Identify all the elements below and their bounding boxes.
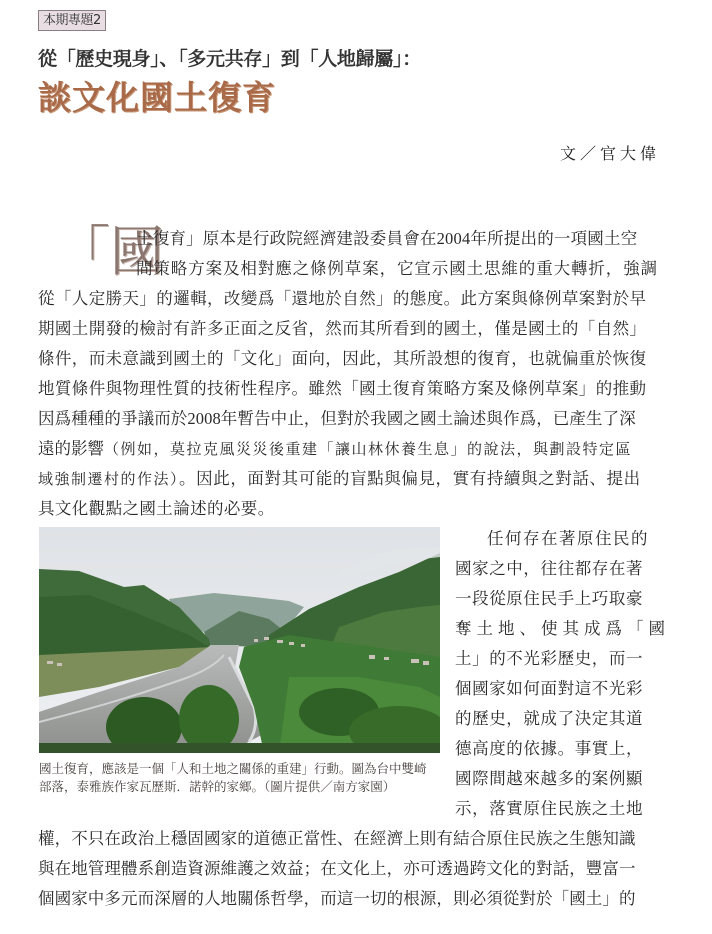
side-line: 的歷史，就成了決定其道: [455, 709, 644, 728]
mountain-valley-image: [39, 527, 440, 753]
side-line: 國家之中，往往都存在著: [455, 559, 644, 578]
side-line: 德高度的依據。事實上，: [455, 739, 644, 758]
article-title: 談文化國土復育: [38, 78, 276, 117]
body-line: 從「人定勝天」的邏輯，改變爲「還地於自然」的態度。此方案與條例草案對於早: [38, 289, 647, 308]
photo-caption: [39, 760, 449, 796]
body-text-span: 遠的影響: [38, 439, 104, 458]
side-line: 個國家如何面對這不光彩: [455, 679, 644, 698]
side-line: 一段從原住民手上巧取豪: [455, 589, 644, 608]
article-subtitle: 從「歷史現身」、「多元共存」到「人地歸屬」：: [38, 48, 421, 70]
body-line: 權，不只在政治上穩固國家的道德正當性、在經濟上則有結合原住民族之生態知識: [38, 829, 636, 848]
body-line: 條件，而未意識到國土的「文化」面向，因此，其所設想的復育，也就偏重於恢復: [38, 349, 647, 368]
body-line: 因爲種種的爭議而於2008年暫告中止，但對於我國之國土論述與作爲，已產生了深: [38, 409, 636, 428]
body-line: 間策略方案及相對應之條例草案，它宣示國土思維的重大轉折，強調: [136, 259, 658, 278]
body-line: [38, 434, 632, 464]
body-line: 具文化觀點之國土論述的必要。: [38, 499, 275, 518]
side-line: 奪土地、使其成爲「國: [455, 619, 670, 638]
section-tag: 本期專題2: [38, 10, 106, 31]
side-line: 國際間越來越多的案例顯: [455, 769, 644, 788]
body-line: 土復育」原本是行政院經濟建設委員會在2004年所提出的一項國土空: [136, 229, 638, 248]
side-line: 土」的不光彩歷史，而一: [455, 649, 644, 668]
body-line: 地質條件與物理性質的技術性程序。雖然「國土復育策略方案及條例草案」的推動: [38, 379, 647, 398]
body-text-span: 。因此，面對其可能的盲點與偏見，實有持續與之對話、提出: [179, 469, 641, 488]
side-line: 任何存在著原住民的: [487, 529, 649, 548]
side-line: 示，落實原住民族之土地: [455, 799, 644, 818]
caption-line: 部落，泰雅族作家瓦歷斯．諾幹的家鄉。（圖片提供／南方家園）: [39, 779, 396, 794]
body-line: [38, 464, 641, 494]
body-line: 個國家中多元而深層的人地關係哲學，而這一切的根源，則必須從對於「國土」的: [38, 889, 636, 908]
parenthetical-note: 域強制遷村的作法）: [38, 470, 180, 488]
landscape-photo: [39, 527, 440, 753]
author-byline: 文／官大偉: [560, 144, 661, 163]
caption-line: 國土復育，應該是一個「人和土地之關係的重建」行動。圖為台中雙崎: [39, 761, 427, 776]
drop-cap: 「國: [56, 220, 164, 283]
body-line: 期國土開發的檢討有許多正面之反省，然而其所看到的國土，僅是國土的「自然」: [38, 319, 647, 338]
body-line: 與在地管理體系創造資源維護之效益；在文化上，亦可透過跨文化的對話，豐富一: [38, 859, 636, 878]
parenthetical-note: （例如，莫拉克風災災後重建「讓山林休養生息」的說法，與劃設特定區: [104, 440, 633, 458]
